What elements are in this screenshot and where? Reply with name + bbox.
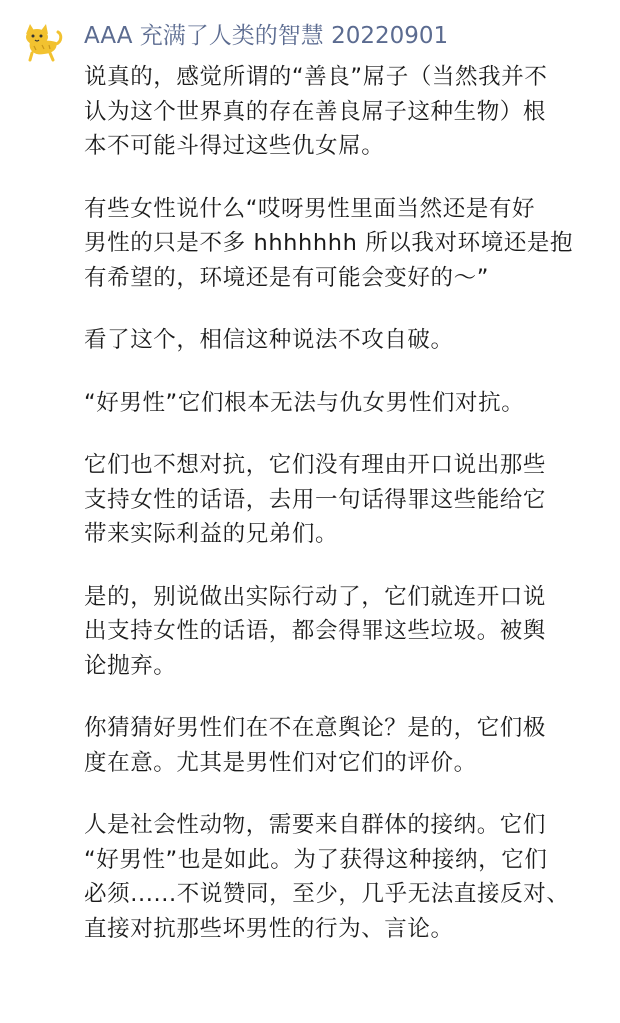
text-line: 是的，别说做出实际行动了，它们就连开口说 (84, 583, 547, 610)
paragraph (84, 386, 608, 421)
text-line: “好男性”它们根本无法与仇女男性们对抗。 (84, 389, 525, 416)
text-line: 论抛弃。 (84, 652, 177, 679)
text-line: 直接对抗那些坏男性的行为、言论。 (84, 915, 454, 942)
paragraph (84, 323, 608, 358)
cartoon-cat-icon (20, 20, 64, 64)
post-content (84, 60, 608, 974)
text-line: 出支持女性的话语，都会得罪这些垃圾。被舆 (84, 618, 547, 644)
text-line: 人是社会性动物，需要来自群体的接纳。它们 (84, 812, 547, 838)
text-line: 支持女性的话语，去用一句话得罪这些能给它 (84, 486, 547, 513)
paragraph (84, 580, 608, 684)
text-line: 男性的只是不多 hhhhhhh 所以我对环境还是抱 (84, 230, 574, 256)
paragraph (84, 192, 608, 296)
paragraph (84, 808, 608, 946)
text-line: 你猜猜好男性们在不在意舆论？是的，它们极 (84, 715, 547, 741)
text-line: 认为这个世界真的存在善良屌子这种生物）根 (84, 98, 547, 125)
text-line: 看了这个，相信这种说法不攻自破。 (84, 327, 454, 353)
paragraph (84, 711, 608, 780)
text-line: 有希望的，环境还是有可能会变好的～” (84, 264, 489, 291)
text-line: 本不可能斗得过这些仇女屌。 (84, 133, 385, 159)
paragraph (84, 60, 608, 164)
text-line: 必须......不说赞同，至少，几乎无法直接反对、 (84, 881, 570, 907)
text-line: 度在意。尤其是男性们对它们的评价。 (84, 749, 477, 776)
text-line: 有些女性说什么“哎呀男性里面当然还是有好 (84, 195, 536, 222)
text-line: 它们也不想对抗，它们没有理由开口说出那些 (84, 452, 547, 478)
paragraph (84, 448, 608, 552)
avatar[interactable] (20, 20, 64, 64)
author-name[interactable]: AAA 充满了人类的智慧 20220901 (84, 23, 449, 49)
text-line: “好男性”也是如此。为了获得这种接纳，它们 (84, 846, 548, 873)
text-line: 带来实际利益的兄弟们。 (84, 521, 339, 547)
text-line: 说真的，感觉所谓的“善良”屌子（当然我并不 (84, 64, 548, 90)
